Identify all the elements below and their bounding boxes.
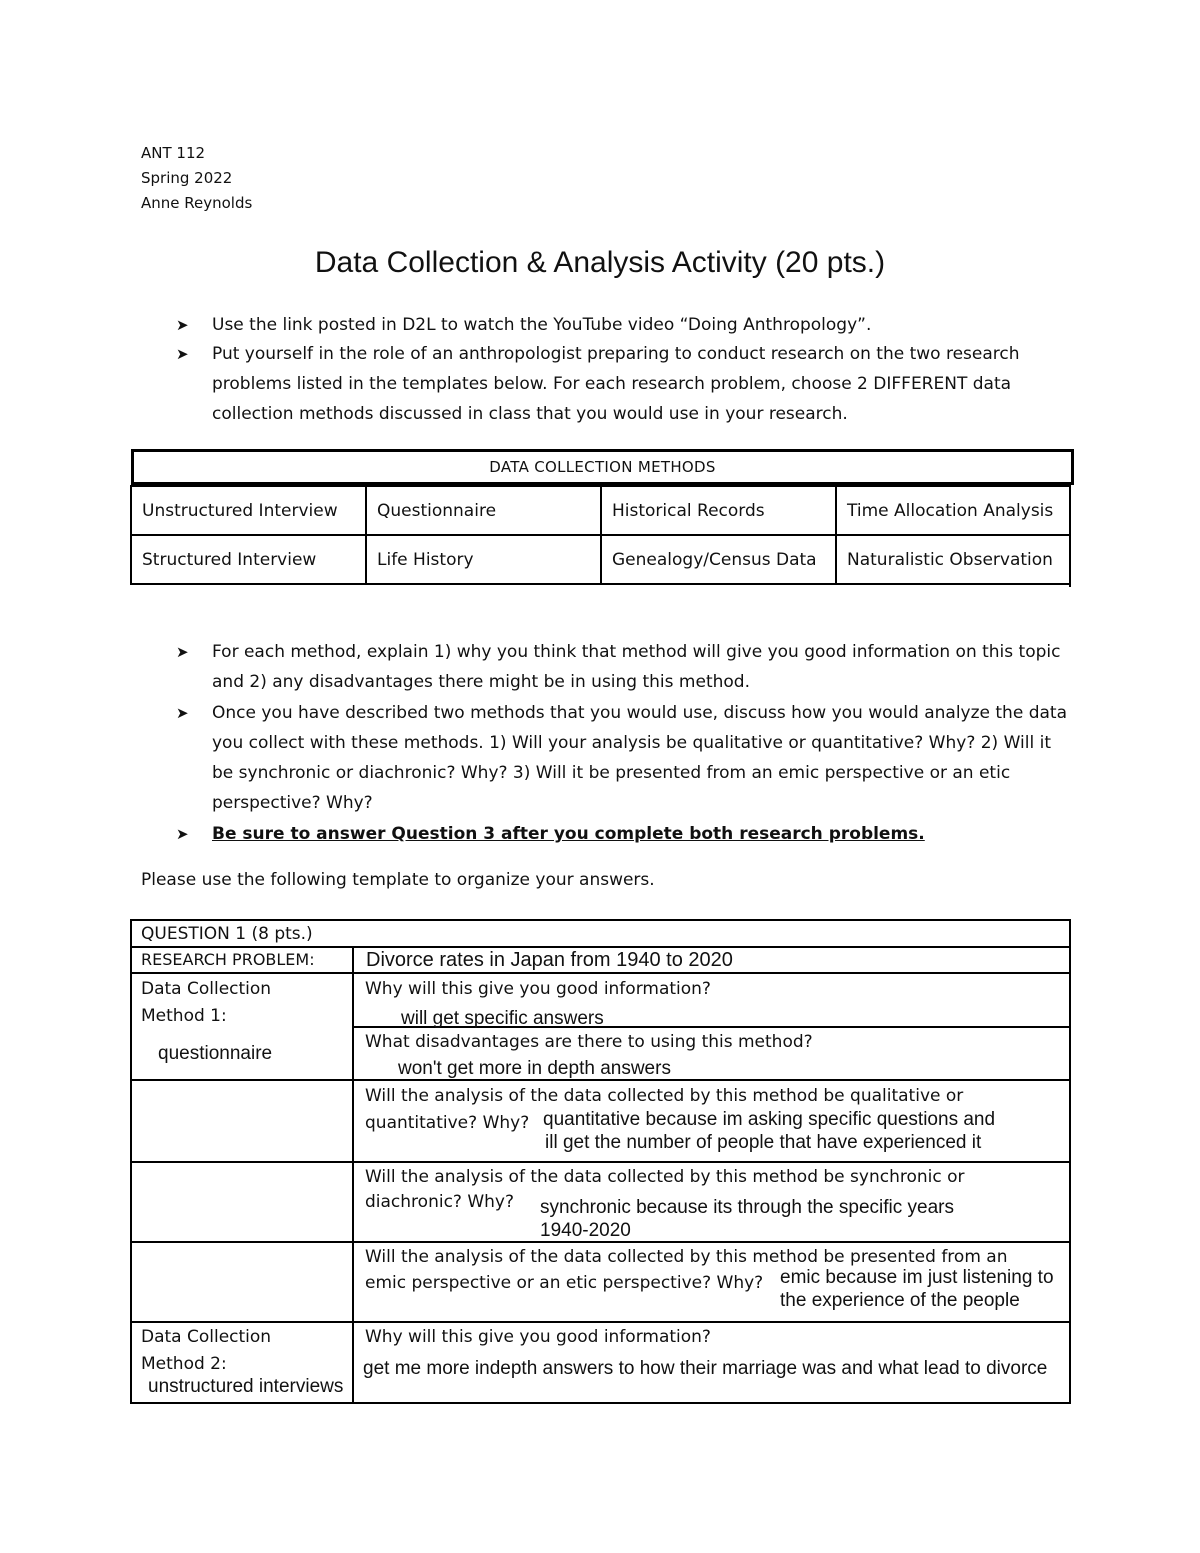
method-cell: Life History — [365, 536, 600, 585]
template-note: Please use the following template to organize your answers. — [141, 870, 655, 890]
page-title: Data Collection & Analysis Activity (20 pts.) — [314, 246, 886, 279]
instructor-name: Anne Reynolds — [141, 194, 253, 212]
method2-label-number: Method 2: — [141, 1354, 227, 1374]
method2-answer: unstructured interviews — [148, 1376, 344, 1397]
answer-disadvantages: won't get more in depth answers — [398, 1058, 671, 1079]
question-good-info-2: Why will this give you good information? — [365, 1327, 711, 1347]
method-cell: Questionnaire — [365, 487, 600, 536]
question-qualitative: Will the analysis of the data collected by this method be qualitative or — [365, 1086, 964, 1106]
question-synchronic-cont: diachronic? Why? — [365, 1192, 515, 1212]
research-problem-label: RESEARCH PROBLEM: — [141, 950, 315, 969]
arrow-bullet-icon: ➤ — [176, 345, 189, 363]
question-emic: Will the analysis of the data collected by this method be presented from an — [365, 1247, 1008, 1267]
method-cell: Naturalistic Observation — [835, 536, 1069, 585]
question-good-info: Why will this give you good information? — [365, 979, 711, 999]
methods-table — [130, 449, 1071, 588]
answer-synchronic-cont: 1940-2020 — [540, 1220, 631, 1241]
research-problem-answer: Divorce rates in Japan from 1940 to 2020 — [366, 949, 733, 971]
answer-emic-cont: the experience of the people — [780, 1290, 1020, 1311]
method1-label-number: Method 1: — [141, 1006, 227, 1026]
answer-good-info: will get specific answers — [401, 1008, 604, 1029]
question-disadvantages: What disadvantages are there to using this method? — [365, 1032, 813, 1052]
methods-table-heading: DATA COLLECTION METHODS — [131, 449, 1074, 485]
answer-good-info-2: get me more indepth answers to how their marriage was and what lead to divorce — [363, 1358, 1048, 1379]
answer-synchronic: synchronic because its through the specific years — [540, 1197, 954, 1218]
method-cell: Time Allocation Analysis — [835, 487, 1069, 536]
instruction-bullet: ➤ Be sure to answer Question 3 after you complete both research problems. — [176, 819, 1076, 849]
answer-qualitative: quantitative because im asking specific questions and — [543, 1109, 996, 1130]
question-qualitative-cont: quantitative? Why? — [365, 1113, 530, 1133]
method1-answer: questionnaire — [158, 1043, 273, 1064]
instruction-bullet: ➤ Once you have described two methods that you would use, discuss how you would analyze the data you collect with these methods. 1) Will your analysis be qualitative or quantitative? Why? 2) Will it be synchronic or diachronic? Why? 3) Will it be presented from an emic perspective or an etic perspective? Why? — [176, 698, 1076, 820]
method-cell: Structured Interview — [130, 536, 365, 585]
question1-table — [130, 919, 1071, 1404]
method-cell: Historical Records — [600, 487, 835, 536]
question-emic-cont: emic perspective or an etic perspective? Why? — [365, 1273, 764, 1293]
arrow-bullet-icon: ➤ — [176, 316, 189, 334]
course-code: ANT 112 — [141, 144, 206, 162]
answer-emic: emic because im just listening to — [780, 1267, 1054, 1288]
arrow-bullet-icon: ➤ — [176, 704, 189, 722]
intro-bullet: ➤ Put yourself in the role of an anthropologist preparing to conduct research on the two research problems listed in the templates below. For each research problem, choose 2 DIFFERENT data collection methods discussed in class that you would use in your research. — [176, 339, 1076, 431]
arrow-bullet-icon: ➤ — [176, 825, 189, 843]
arrow-bullet-icon: ➤ — [176, 643, 189, 661]
method1-label: Data Collection — [141, 979, 272, 999]
answer-qualitative-cont: ill get the number of people that have experienced it — [545, 1132, 982, 1153]
method2-label: Data Collection — [141, 1327, 272, 1347]
instruction-bullet: ➤ For each method, explain 1) why you think that method will give you good information on this topic and 2) any disadvantages there might be in using this method. — [176, 637, 1076, 699]
question1-heading: QUESTION 1 (8 pts.) — [141, 924, 313, 944]
term: Spring 2022 — [141, 169, 233, 187]
intro-bullet: ➤ Use the link posted in D2L to watch the YouTube video “Doing Anthropology”. — [176, 310, 1076, 340]
method-cell: Unstructured Interview — [130, 487, 365, 536]
question-synchronic: Will the analysis of the data collected by this method be synchronic or — [365, 1167, 965, 1187]
methods-grid — [130, 485, 1071, 587]
method-cell: Genealogy/Census Data — [600, 536, 835, 585]
